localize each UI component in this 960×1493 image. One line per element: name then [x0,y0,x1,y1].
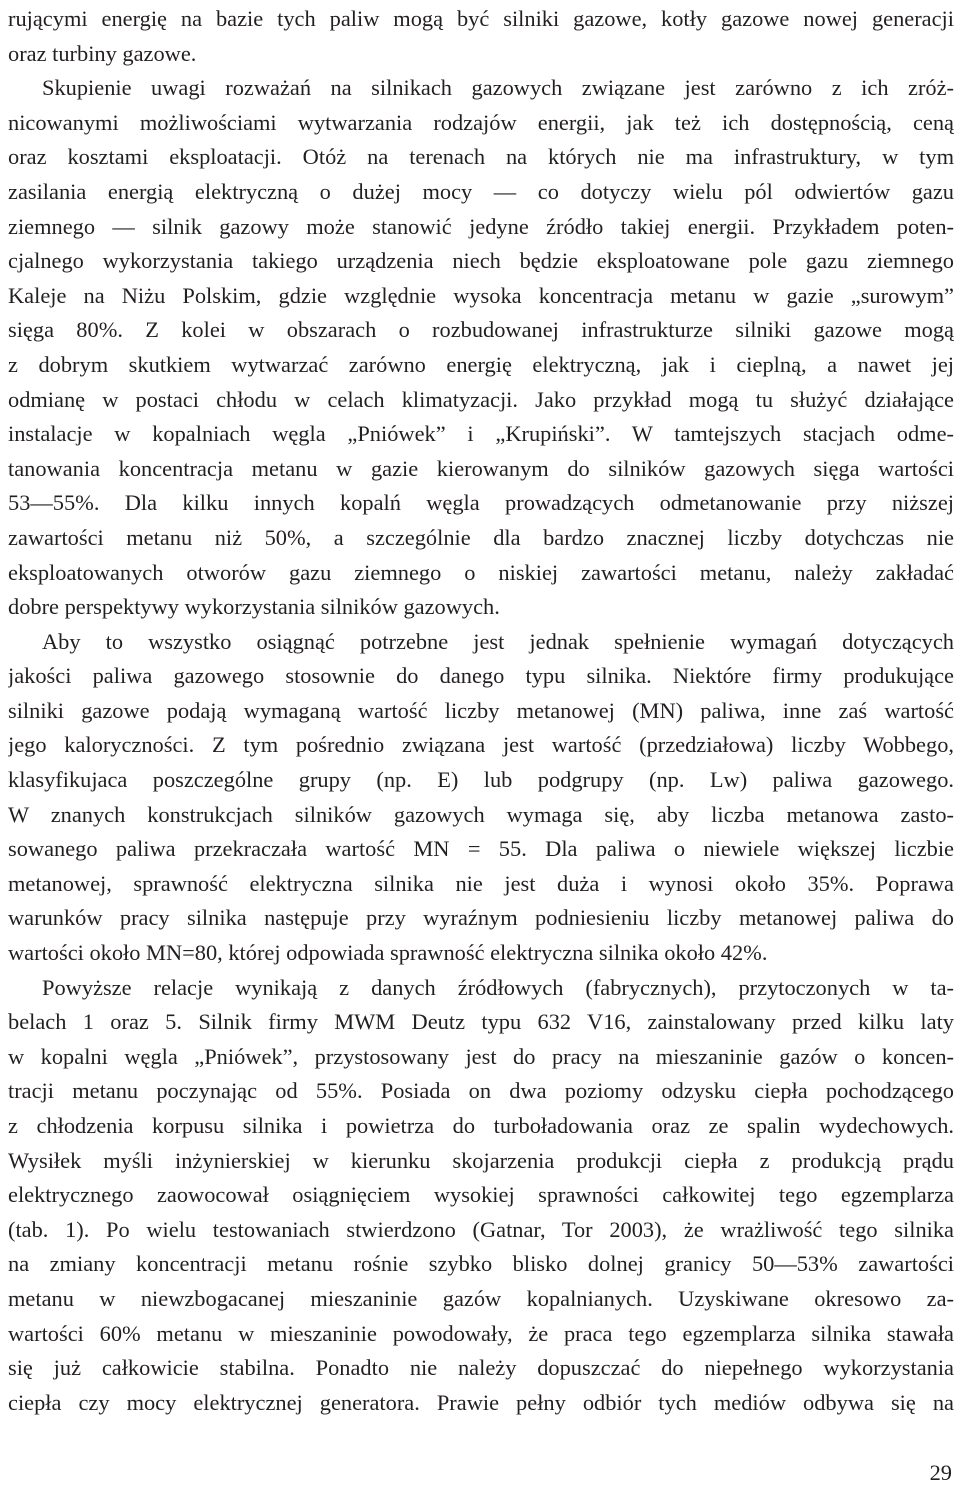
text-line: warunków pracy silnika następuje przy wyraźnym podniesieniu liczby metanowej paliwa do [8,905,954,931]
text-line: tracji metanu poczynając od 55%. Posiada on dwa poziomy odzysku ciepła pochodzącego [8,1078,954,1104]
paragraph-first-line: Aby to wszystko osiągnąć potrzebne jest jednak spełnienie wymagań dotyczących [42,628,954,654]
text-line: tanowania koncentracja metanu w gazie kierowanym do silników gazowych sięga wartości [8,455,954,481]
text-line: elektrycznego zaowocował osiągnięciem wysokiej sprawności całkowitej tego egzemplarza [8,1182,954,1208]
text-line: z dobrym skutkiem wytwarzać zarówno energię elektryczną, jak i cieplną, a nawet jej [8,351,954,377]
text-line: sowanego paliwa przekraczała wartość MN = 55. Dla paliwa o niewiele większej liczbie [8,836,954,862]
text-line: zawartości metanu niż 50%, a szczególnie dla bardzo znacznej liczby dotychczas nie [8,524,954,550]
text-line: eksploatowanych otworów gazu ziemnego o niskiej zawartości metanu, należy zakładać [8,559,954,585]
text-line: odmianę w postaci chłodu w celach klimatyzacji. Jako przykład mogą tu służyć działające [8,386,954,412]
text-line: cjalnego wykorzystania takiego urządzenia niech będzie eksploatowane pole gazu ziemnego [8,248,954,274]
text-line: klasyfikujaca poszczególne grupy (np. E) lub podgrupy (np. Lw) paliwa gazowego. [8,767,954,793]
text-line: oraz turbiny gazowe. [8,40,197,66]
text-line: silniki gazowe podają wymaganą wartość liczby metanowej (MN) paliwa, inne zaś wartość [8,697,954,723]
text-line: sięga 80%. Z kolei w obszarach o rozbudowanej infrastrukturze silniki gazowe mogą [8,317,954,343]
text-line: wartości 60% metanu w mieszaninie powodowały, że praca tego egzemplarza silnika stawała [8,1320,954,1346]
body-text [8,2,954,1420]
text-line: 53—55%. Dla kilku innych kopalń węgla prowadzących odmetanowanie przy niższej [8,490,954,516]
paragraph-first-line: Powyższe relacje wynikają z danych źródłowych (fabrycznych), przytoczonych w ta- [42,974,954,1000]
text-line: rującymi energię na bazie tych paliw mogą być silniki gazowe, kotły gazowe nowej generacji [8,6,954,31]
text-line: jakości paliwa gazowego stosownie do danego typu silnika. Niektóre firmy produkujące [8,663,954,689]
text-line: wartości około MN=80, której odpowiada sprawność elektryczna silnika około 42%. [8,940,768,966]
page-number: 29 [929,1460,952,1485]
text-line: Wysiłek myśli inżynierskiej w kierunku skojarzenia produkcji ciepła z produkcją prądu [8,1147,954,1173]
text-line: oraz kosztami eksploatacji. Otóż na terenach na których nie ma infrastruktury, w tym [8,144,954,170]
text-line: (tab. 1). Po wielu testowaniach stwierdzono (Gatnar, Tor 2003), że wrażliwość tego silnika [8,1216,954,1242]
paragraph-first-line: Skupienie uwagi rozważań na silnikach gazowych związane jest zarówno z ich zróż- [42,75,954,101]
text-line: instalacje w kopalniach węgla „Pniówek” i „Krupiński”. W tamtejszych stacjach odme- [8,421,954,447]
text-line: metanowej, sprawność elektryczna silnika nie jest duża i wynosi około 35%. Poprawa [8,870,954,896]
text-line: dobre perspektywy wykorzystania silników gazowych. [8,594,500,620]
text-line: jego kaloryczności. Z tym pośrednio związana jest wartość (przedziałowa) liczby Wobbego, [8,732,954,758]
text-line: w kopalni węgla „Pniówek”, przystosowany jest do pracy na mieszaninie gazów o koncen- [8,1043,954,1069]
text-line: się już całkowicie stabilna. Ponadto nie należy dopuszczać do niepełnego wykorzystania [8,1355,954,1381]
text-line: na zmiany koncentracji metanu rośnie szybko blisko dolnej granicy 50—53% zawartości [8,1251,954,1277]
text-line: nicowanymi możliwościami wytwarzania rodzajów energii, jak też ich dostępnością, ceną [8,109,954,135]
text-line: zasilania energią elektryczną o dużej mocy — co dotyczy wielu pól odwiertów gazu [8,178,954,204]
text-line: belach 1 oraz 5. Silnik firmy MWM Deutz typu 632 V16, zainstalowany przed kilku laty [8,1009,954,1035]
text-line: ziemnego — silnik gazowy może stanowić jedyne źródło takiej energii. Przykładem poten- [8,213,954,239]
text-line: Kaleje na Niżu Polskim, gdzie względnie wysoka koncentracja metanu w gazie „surowym” [8,282,954,308]
text-line: W znanych konstrukcjach silników gazowych wymaga się, aby liczba metanowa zasto- [8,801,954,827]
text-line: metanu w niewzbogacanej mieszaninie gazów kopalnianych. Uzyskiwane okresowo za- [8,1285,954,1311]
text-line: z chłodzenia korpusu silnika i powietrza do turboładowania oraz ze spalin wydechowych. [8,1113,954,1138]
text-line: ciepła czy mocy elektrycznej generatora. Prawie pełny odbiór tych mediów odbywa się na [8,1389,954,1415]
